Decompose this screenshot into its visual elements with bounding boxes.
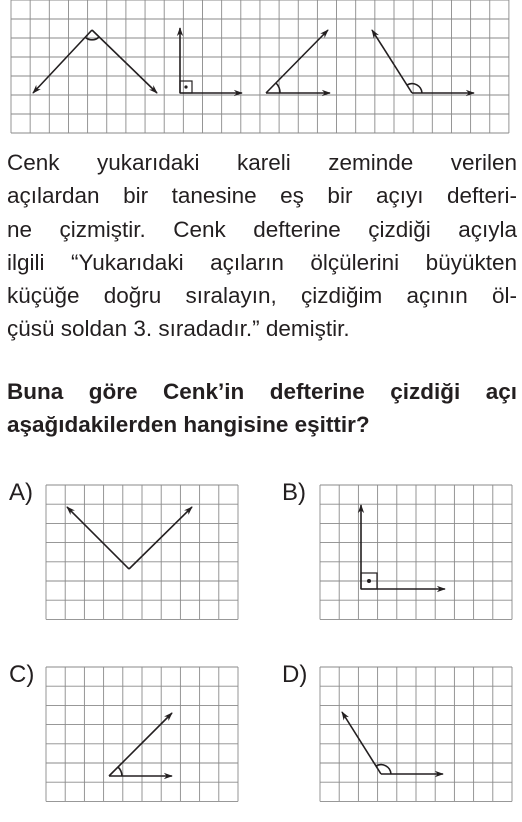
question-text-line: Buna göre Cenk’in defterine çizdiği açı <box>7 379 517 404</box>
option-d-label[interactable]: D) <box>282 661 308 688</box>
question-text-line: aşağıdakilerden hangisine eşittir? <box>7 412 370 438</box>
problem-text-line: ne çizmiştir. Cenk defterine çizdiği açıyla <box>7 216 517 242</box>
option-d-angle <box>342 712 443 774</box>
top-grid-lines <box>11 0 509 133</box>
problem-text-line: çüsü soldan 3. sıradadır.” demiştir. <box>7 316 350 342</box>
top-angle-1-obtuse-v <box>33 30 157 93</box>
top-angle-grid-figure <box>0 0 522 140</box>
option-b-figure[interactable] <box>314 485 514 635</box>
option-b-grid-lines <box>320 485 512 619</box>
option-c-label[interactable]: C) <box>9 661 35 688</box>
problem-text-line: açılardan bir tanesine eş bir açıyı defteri- <box>7 183 517 209</box>
problem-text <box>7 146 517 346</box>
option-c-figure[interactable] <box>40 667 240 817</box>
option-c-grid-lines <box>46 667 238 801</box>
problem-text-line: Cenk yukarıdaki kareli zeminde verilen <box>7 150 517 175</box>
option-b-angle <box>361 505 445 589</box>
top-angle-4-obtuse <box>372 30 474 93</box>
option-a-grid-lines <box>46 485 238 619</box>
option-a-angle <box>67 507 192 569</box>
option-b-label[interactable]: B) <box>282 479 306 506</box>
option-a-figure[interactable] <box>40 485 240 635</box>
option-d-figure[interactable] <box>314 667 514 817</box>
option-d-grid-lines <box>320 667 512 801</box>
option-a-label[interactable]: A) <box>9 479 33 506</box>
problem-text-line: küçüğe doğru sıralayın, çizdiğim açının öl- <box>7 283 517 309</box>
question-text <box>7 375 517 442</box>
option-c-angle <box>109 713 172 776</box>
problem-text-line: ilgili “Yukarıdaki açıların ölçülerini büyükten <box>7 249 517 275</box>
